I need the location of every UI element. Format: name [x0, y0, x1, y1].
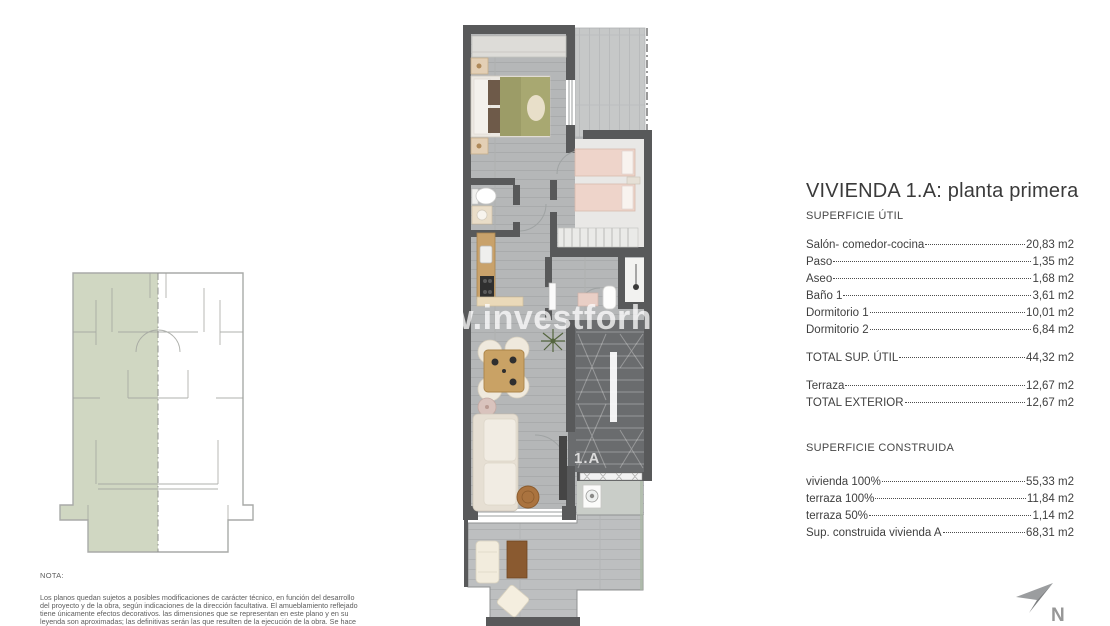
note-block	[40, 571, 385, 626]
table-row: Salón- comedor-cocina 20,83 m2	[806, 239, 1074, 251]
shower-drain	[633, 284, 639, 290]
superficie-util-table	[806, 237, 1074, 412]
note-line: leyenda son aproximadas; las definitivas serán las que resulten de la ejecución de la obra. Se hace	[40, 617, 357, 626]
table-row: TOTAL EXTERIOR 12,67 m2	[806, 397, 1074, 409]
note-line: del proyecto y de la obra, según indicaciones de la dirección facultativa. El amueblamiento reflejado	[40, 601, 358, 610]
north-arrow-icon	[1016, 583, 1065, 626]
note-line: tiene únicamente efectos decorativos. las dimensiones que se representan en este plano y en su	[40, 609, 349, 618]
tv-unit	[559, 436, 567, 500]
wardrobe	[472, 36, 566, 57]
pillow	[622, 151, 633, 174]
table-row: Terraza 12,67 m2	[806, 380, 1074, 392]
striped-rug	[558, 228, 638, 247]
overview-plan	[60, 273, 253, 552]
page-title: VIVIENDA 1.A: planta primera	[806, 180, 1079, 202]
lounge-chair	[476, 541, 499, 583]
table-row: Paso 1,35 m2	[806, 256, 1074, 268]
north-label: N	[1051, 605, 1065, 626]
table-row: terraza 50% 1,14 m2	[806, 510, 1074, 522]
cooktop	[480, 276, 494, 298]
terrace-glass-edge	[640, 481, 643, 590]
kitchen-sink	[480, 246, 492, 263]
table-row: Dormitorio 2 6,84 m2	[806, 324, 1074, 336]
throw-blanket	[527, 95, 545, 121]
stair-railing	[610, 352, 617, 422]
total-util-row: TOTAL SUP. ÚTIL 44,32 m2	[806, 352, 1074, 364]
note-line: Los planos quedan sujetos a posibles modificaciones de carácter técnico, en función del desarrollo	[40, 593, 355, 602]
pillow	[622, 186, 633, 209]
table-row: terraza 100% 11,84 m2	[806, 493, 1074, 505]
watermark: w.investforhome.c	[447, 299, 753, 337]
sofa	[473, 414, 518, 511]
overview-highlight-unit	[60, 273, 158, 552]
superficie-construida-table	[806, 474, 1074, 542]
note-heading: NOTA:	[40, 571, 64, 580]
table-row: Aseo 1,68 m2	[806, 273, 1074, 285]
superficie-construida-heading: SUPERFICIE CONSTRUIDA	[806, 442, 955, 454]
table-row: Dormitorio 1 10,01 m2	[806, 307, 1074, 319]
upper-terrace-floor	[575, 28, 645, 137]
table-row: Sup. construida vivienda A 68,31 m2	[806, 527, 1074, 539]
side-table	[517, 486, 539, 508]
info-panel	[806, 180, 1079, 542]
toilet	[476, 188, 496, 204]
nightstand	[627, 177, 640, 184]
table-row: Baño 1 3,61 m2	[806, 290, 1074, 302]
table-row: vivienda 100% 55,33 m2	[806, 476, 1074, 488]
pillow	[488, 80, 501, 105]
unit-label: 1.A	[574, 450, 601, 467]
outdoor-table	[507, 541, 527, 578]
pillow	[488, 108, 501, 133]
note-body	[40, 594, 385, 626]
superficie-util-heading: SUPERFICIE ÚTIL	[806, 210, 904, 222]
